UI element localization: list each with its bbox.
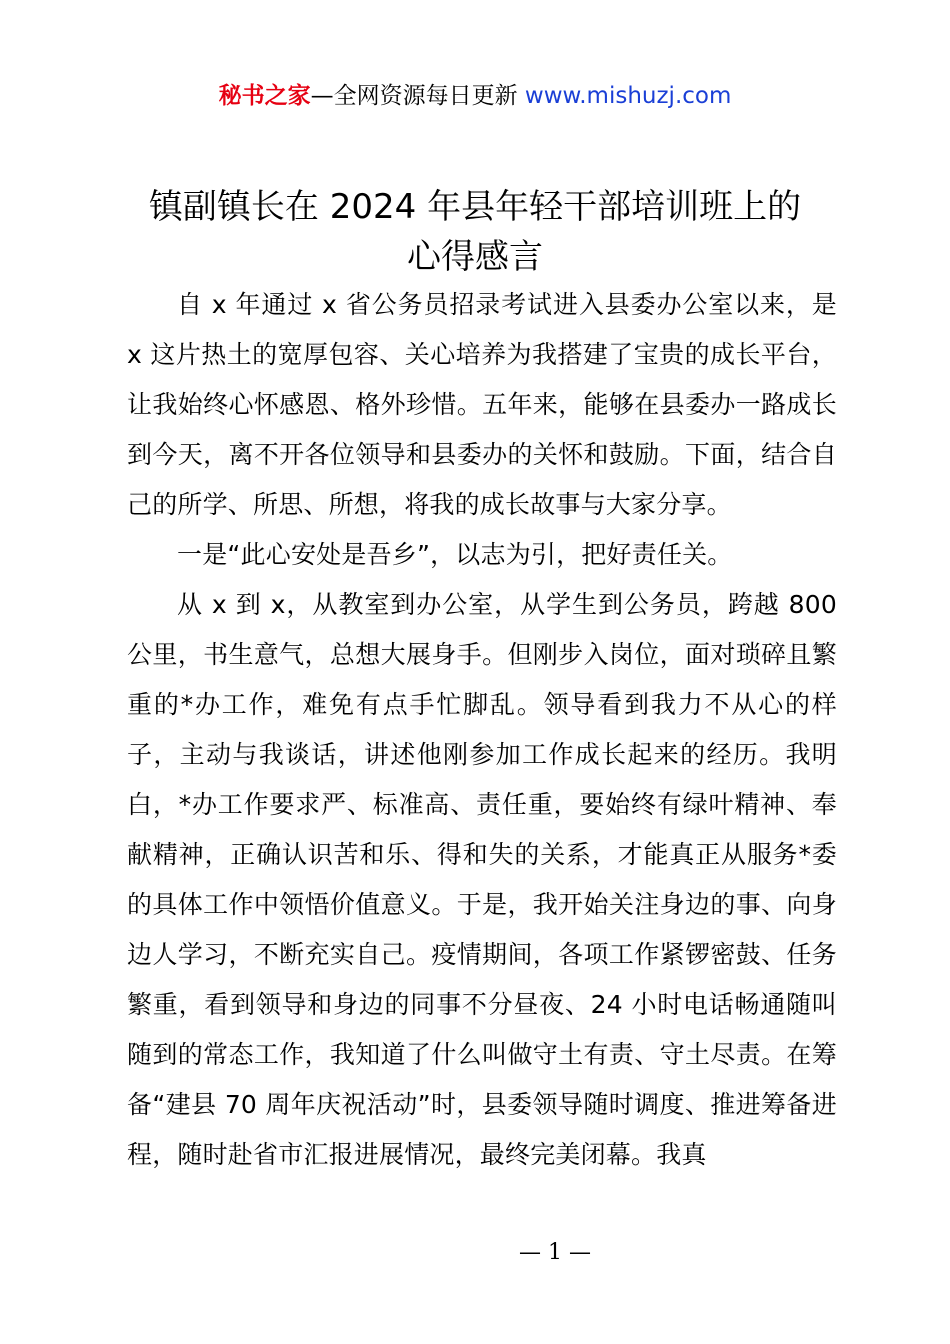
site-header [0,80,950,112]
document-title [0,182,950,282]
section-heading: 一是“此心安处是吾乡”，以志为引，把好责任关。 [177,540,733,569]
page-number: — 1 — [519,1240,591,1265]
site-url-link[interactable]: www.mishuzj.com [524,83,732,109]
site-tagline: —全网资源每日更新 [310,83,518,109]
title-line-1: 镇副镇长在 2024 年县年轻干部培训班上的 [148,187,802,227]
paragraph: 从 x 到 x，从教室到办公室，从学生到公务员，跨越 800 公里，书生意气，总想大展身手。但刚步入岗位，面对琐碎且繁重的*办工作，难免有点手忙脚乱。领导看到我力不从心的样子，主动与我谈话，讲述他刚参加工作成长起来的经历。我明白，*办工作要求严、标准高、责任重，要始终有绿叶精神、奉献精神，正确认识苦和乐、得和失的关系，才能真正从服务*委的具体工作中领悟价值意义。于是，我开始关注身边的事、向身边人学习，不断充实自己。疫情期间，各项工作紧锣密鼓、任务繁重，看到领导和身边的同事不分昼夜、24 小时电话畅通随叫随到的常态工作，我知道了什么叫做守土有责、守土尽责。在筹备“建县 70 周年庆祝活动”时，县委领导随时调度、推进筹备进程，随时赴省市汇报进展情况，最终完美闭幕。我真 [127,590,837,1169]
site-brand: 秘书之家 [218,83,311,109]
paragraph: 自 x 年通过 x 省公务员招录考试进入县委办公室以来，是 x 这片热土的宽厚包容、关心培养为我搭建了宝贵的成长平台，让我始终心怀感恩、格外珍惜。五年来，能够在县委办一路成长到今天，离不开各位领导和县委办的关怀和鼓励。下面，结合自己的所学、所思、所想，将我的成长故事与大家分享。 [127,290,837,519]
document-body [127,280,837,1180]
title-line-2: 心得感言 [407,237,543,277]
